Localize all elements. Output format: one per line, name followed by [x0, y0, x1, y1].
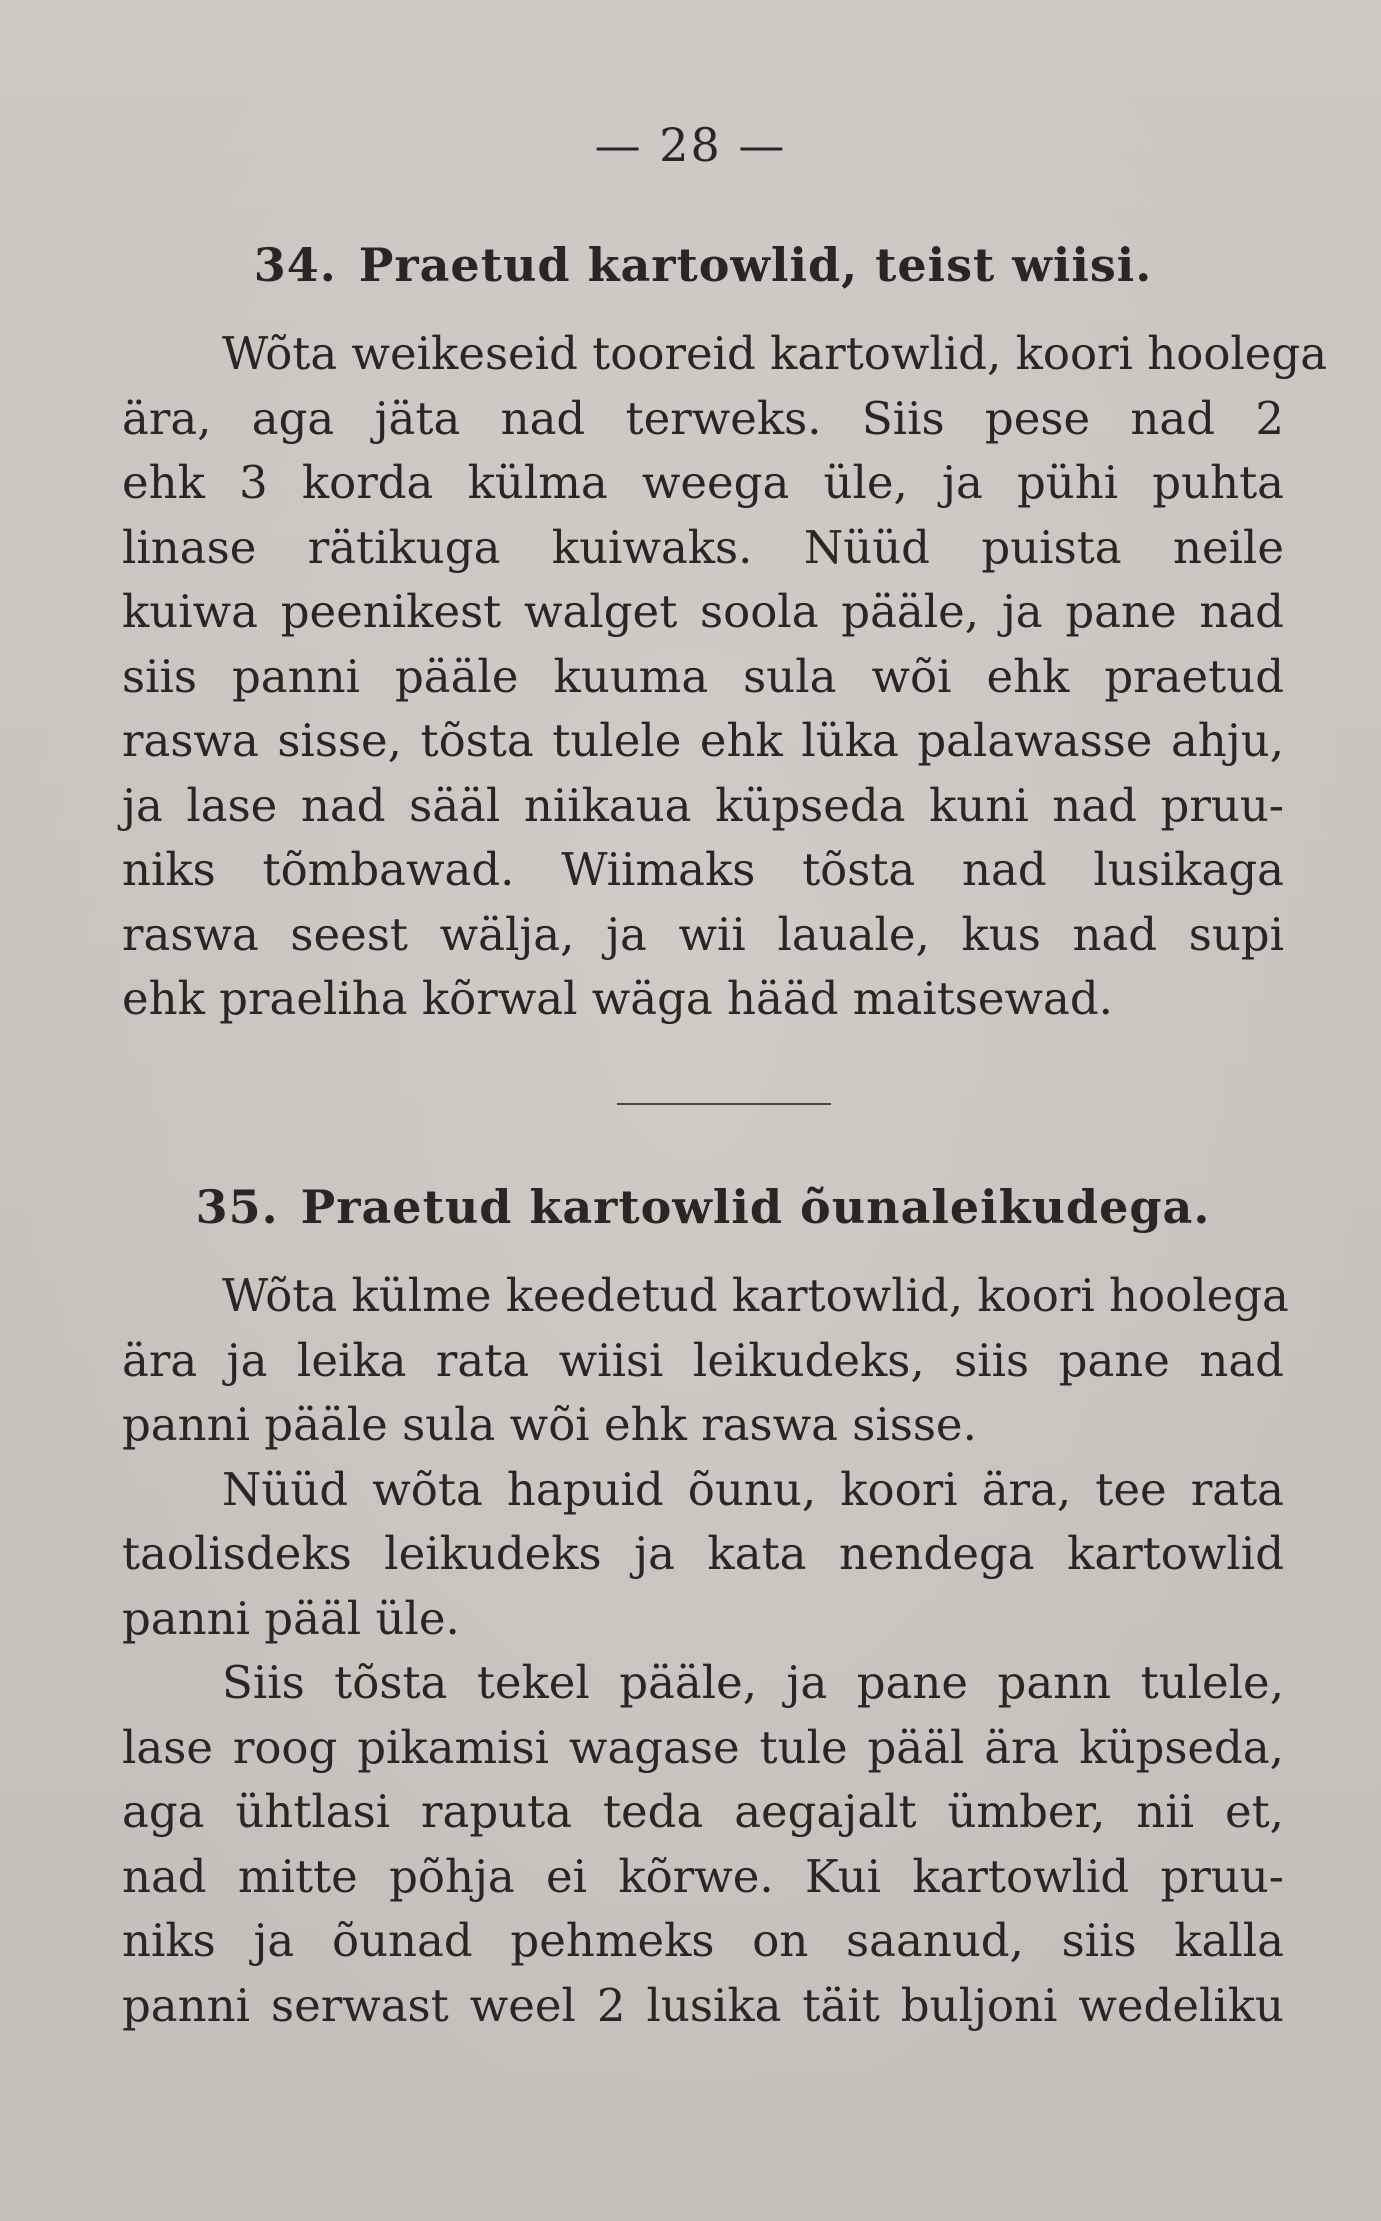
recipe-35-number: 35.	[195, 1180, 279, 1234]
recipe-34-body	[122, 322, 1328, 1032]
text-line: panni pääle sula wõi ehk raswa sisse.	[122, 1398, 977, 1451]
text-line: lase roog pikamisi wagase tule pääl ära küpseda,	[122, 1720, 1284, 1774]
text-line: ja lase nad sääl niikaua küpseda kuni nad pruu-	[122, 778, 1284, 832]
page-number: — 28 —	[594, 118, 787, 172]
text-line: Wõta külme keedetud kartowlid, koori hoolega	[222, 1269, 1289, 1322]
text-line: raswa sisse, tõsta tulele ehk lüka palawasse ahju,	[122, 714, 1284, 767]
text-line: taolisdeks leikudeks ja kata nendega kartowlid	[122, 1527, 1284, 1580]
text-line: siis panni pääle kuuma sula wõi ehk praetud	[122, 649, 1284, 703]
text-line: niks tõmbawad. Wiimaks tõsta nad lusikaga	[122, 843, 1284, 896]
recipe-34-title: Praetud kartowlid, teist wiisi.	[358, 238, 1153, 292]
recipe-34	[122, 238, 1328, 1032]
text-line: ära, aga jäta nad terweks. Siis pese nad 2	[122, 391, 1284, 445]
recipe-35-title: Praetud kartowlid õunaleikudega.	[300, 1180, 1211, 1234]
text-line: ehk praeliha kõrwal wäga hääd maitsewad.	[122, 972, 1113, 1025]
recipe-35-heading	[122, 1180, 1284, 1250]
text-line: Siis tõsta tekel pääle, ja pane pann tulele,	[222, 1656, 1284, 1709]
text-line: ära ja leika rata wiisi leikudeks, siis pane nad	[122, 1333, 1284, 1387]
text-line: panni pääl üle.	[122, 1591, 460, 1645]
text-line: niks ja õunad pehmeks on saanud, siis kalla	[122, 1914, 1284, 1967]
recipe-35-body	[122, 1264, 1289, 2038]
text-line: aga ühtlasi raputa teda aegajalt ümber, nii et,	[122, 1785, 1284, 1838]
text-line: panni serwast weel 2 lusika täit buljoni wedeliku	[122, 1978, 1284, 2032]
text-line: ehk 3 korda külma weega üle, ja pühi puhta	[122, 456, 1284, 509]
text-line: Nüüd wõta hapuid õunu, koori ära, tee rata	[222, 1462, 1284, 1516]
text-line: Wõta weikeseid tooreid kartowlid, koori hoolega	[222, 327, 1328, 380]
text-line: nad mitte põhja ei kõrwe. Kui kartowlid pruu-	[122, 1849, 1284, 1903]
recipe-34-number: 34.	[253, 238, 337, 292]
text-line: raswa seest wälja, ja wii lauale, kus nad supi	[122, 907, 1284, 961]
recipe-34-heading	[122, 238, 1284, 308]
recipe-35	[122, 1180, 1289, 2038]
text-line: linase rätikuga kuiwaks. Nüüd puista neile	[122, 520, 1284, 574]
text-line: kuiwa peenikest walget soola pääle, ja pane nad	[122, 585, 1284, 638]
section-divider	[617, 1103, 831, 1105]
